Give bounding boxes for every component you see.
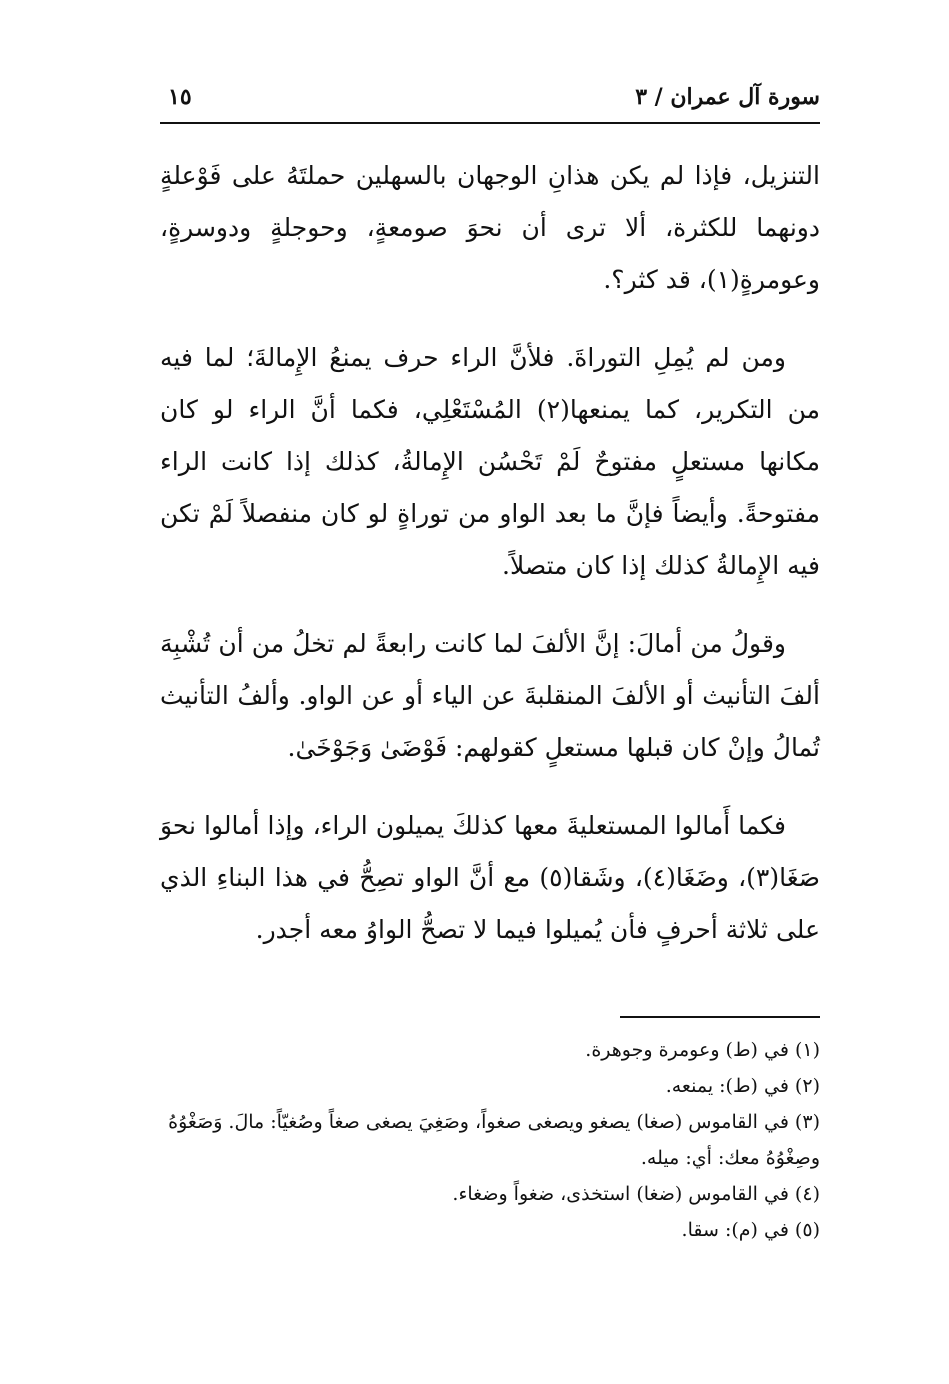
book-page (160, 70, 820, 1370)
surah-title: سورة آل عمران / ٣ (635, 84, 820, 110)
paragraph: ومن لم يُمِلِ التوراةَ. فلأنَّ الراء حرف يمنعُ الإِمالةَ؛ لما فيه من التكرير، كما يمنعها(٢) المُسْتَعْلِي، فكما أنَّ الراء لو كان مكانها مستعلٍ مفتوحٌ لَمْ تَحْسُن الإِمالةُ، كذلك إذا كانت الراء مفتوحةً. وأيضاً فإنَّ ما بعد الواو من توراةٍ لو كان منفصلاً لَمْ تكن فيه الإِمالةُ كذلك إذا كان متصلاً. (160, 343, 820, 580)
main-text (160, 150, 820, 982)
header-divider (160, 122, 820, 124)
footnote: (٢) في (ط): يمنعه. (665, 1075, 820, 1097)
paragraph: فكما أَمالوا المستعليةَ معها كذلكَ يميلون الراء، وإذا أمالوا نحوَ صَغَا(٣)، وضَغَا(٤)، وشَقا(٥) مع أنَّ الواو تصِحُّ في هذا البناءِ الذي على ثلاثة أحرفٍ فأن يُميلوا فيما لا تصحُّ الواوُ معه أجدر. (160, 811, 820, 944)
footnote: (٤) في القاموس (ضغا) استخذى، ضغواً وضغاء. (452, 1183, 820, 1205)
paragraph: وقولُ من أمالَ: إنَّ الألفَ لما كانت رابعةً لم تخلُ من أن تُشْبِهَ ألفَ التأنيث أو الألفَ المنقلبةَ عن الياء أو عن الواو. وألفُ التأنيث تُمالُ وإنْ كان قبلها مستعلٍ كقولهم: فَوْضَىٰ وَجَوْخَىٰ. (160, 629, 820, 762)
footnote: (٣) في القاموس (صغا) يصغو ويصغى صغواً، وصَغِيَ يصغى صغاً وصُغيّاً: مالَ. وَصَغْوُهُ وصِغْوُهُ معك: أي: ميله. (168, 1111, 820, 1169)
page-number: ١٥ (168, 84, 192, 110)
footnote: (١) في (ط) وعومرة وجوهرة. (585, 1039, 820, 1061)
footnote-divider (620, 1016, 820, 1018)
footnotes (160, 1032, 820, 1248)
paragraph: التنزيل، فإذا لم يكن هذانِ الوجهان بالسهلين حملتَهُ على فَوْعلةٍ دونهما للكثرة، ألا ترى أن نحوَ صومعةٍ، وحوجلةٍ ودوسرةٍ، وعومرةٍ(١)، قد كثر؟. (160, 161, 820, 294)
running-header (160, 84, 820, 120)
footnote: (٥) في (م): سقا. (681, 1219, 820, 1241)
